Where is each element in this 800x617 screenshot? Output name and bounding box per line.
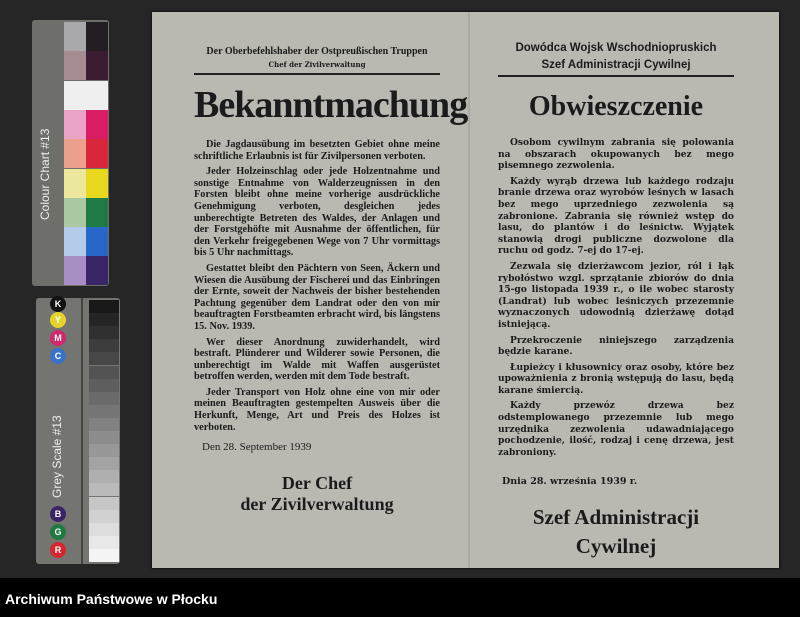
rgb-g: G — [50, 524, 66, 540]
cmyk-c: C — [50, 348, 66, 364]
grey-step — [89, 549, 119, 562]
cmyk-y: Y — [50, 312, 66, 328]
colour-swatch — [86, 139, 108, 168]
colour-chart — [32, 20, 109, 286]
polish-title: Obwieszczenie — [528, 91, 704, 122]
grey-step — [89, 326, 119, 339]
colour-swatch — [86, 110, 108, 139]
paragraph: Die Jagdausübung im besetzten Gebiet ohne meine schriftliche Erlaubnis ist für Zivilpersonen verboten. — [194, 139, 440, 162]
grey-step — [89, 523, 119, 536]
paragraph: Wer dieser Anordnung zuwiderhandelt, wird bestraft. Plünderer und Wilderer sowie Personen, die unberechtigt im Walde mit Waffen ausgerüstet betroffen werden, werden mit dem Tode bestraft. — [194, 336, 440, 383]
colour-swatch — [64, 198, 86, 227]
german-notice — [194, 46, 468, 515]
colour-swatch — [64, 256, 86, 285]
grey-step — [89, 470, 119, 483]
fold-line — [468, 12, 470, 568]
colour-swatch — [86, 227, 108, 256]
colour-swatch — [64, 139, 86, 168]
colour-chart-label: Colour Chart #13 — [38, 128, 52, 220]
colour-swatch — [86, 81, 108, 110]
rgb-r: R — [50, 542, 66, 558]
paragraph: Gestattet bleibt den Pächtern von Seen, Äckern und Wiesen die Ausübung der Fischerei und das Einbringen der Ernte, soweit der Nachweis der bisher bestehenden Pachtung gegenüber dem Landrat oder den von mir beauftragten Forstbeamten erbracht wird, bis längstens 15. Nov. 1939. — [194, 262, 440, 332]
german-body — [194, 139, 440, 433]
paragraph: Przekroczenie niniejszego zarządzenia będzie karane. — [498, 334, 734, 358]
polish-signature-1: Szef Administracji — [532, 505, 700, 530]
colour-swatch — [86, 22, 108, 51]
polish-signature-2: Cywilnej — [575, 534, 657, 559]
colour-swatch — [86, 169, 108, 198]
polish-header: Dowódca Wojsk Wschodniopruskich — [515, 42, 717, 54]
grey-step — [89, 444, 119, 457]
grey-step — [89, 392, 119, 405]
grey-step — [89, 366, 119, 379]
grey-steps — [89, 300, 119, 562]
colour-swatch — [64, 110, 86, 139]
grey-step — [89, 405, 119, 418]
grey-step — [89, 457, 119, 470]
colour-swatch — [86, 51, 108, 80]
grey-scale-label: Grey Scale #13 — [50, 415, 64, 498]
colour-swatch — [64, 81, 86, 110]
paragraph: Łupieżcy i kłusownicy oraz osoby, które bez upoważnienia z bronią wstępują do lasu, będą karane śmiercią. — [498, 361, 734, 396]
paragraph: Zezwala się dzierżawcom jezior, ról i łąk rybołóstwo wzgl. sprzątanie zbiorów do dnia 15-go listopada 1939 r., o ile wobec starosty (Landrat) lub wobec leśniczych przezemnie wyznaczonych udowodnią dzierżawę dotąd istniejącą. — [498, 260, 734, 330]
footer-bar — [0, 578, 800, 617]
colour-swatch — [64, 169, 86, 198]
german-title: Bekanntmachung — [194, 84, 468, 126]
grey-step — [89, 536, 119, 549]
grey-scale — [36, 298, 120, 564]
grey-step — [89, 483, 119, 496]
polish-notice — [498, 42, 734, 559]
header-rule — [194, 73, 440, 75]
german-signature-2: der Zivilverwaltung — [240, 494, 394, 515]
grey-step — [89, 418, 119, 431]
cmyk-m: M — [50, 330, 66, 346]
grey-step — [89, 379, 119, 392]
paragraph: Osobom cywilnym zabrania się polowania na obszarach okupowanych bez mego pisemnego zezwolenia. — [498, 137, 734, 172]
grey-step — [89, 300, 119, 313]
paragraph: Jeder Holzeinschlag oder jede Holzentnahme und sonstige Entnahme von Walderzeugnissen in den Forsten bleibt ohne meine vorherige ausdrückliche Genehmigung verboten, desgleichen jedes unberechtigte Betreten des Waldes, der Anlagen und der Forstgehöfte mit Ausnahme der öffentlichen, für den Verkehr freigegebenen Wege von 7 Uhr vormittags bis 5 Uhr nachmittags. — [194, 166, 440, 259]
grey-step — [89, 510, 119, 523]
grey-step — [89, 497, 119, 510]
colour-swatch — [64, 227, 86, 256]
grey-step — [89, 313, 119, 326]
colour-swatch — [86, 256, 108, 285]
german-signature-1: Der Chef — [281, 473, 353, 494]
colour-swatch — [64, 51, 86, 80]
grey-step — [89, 352, 119, 365]
paragraph: Każdy wyrąb drzewa lub każdego rodzaju branie drzewa oraz wyrobów leśnych w lasach bez mego uprzedniego zezwolenia są zabronione. Zabrania się również wstęp do lasu, do plantów i do leśnictw. Wyjątek stanowią drogi publiczne dozwolone dla ruchu od godz. 7-ej do 17-ej. — [498, 175, 734, 257]
archive-name: Archiwum Państwowe w Płocku — [5, 591, 218, 607]
grey-step — [89, 339, 119, 352]
polish-body — [498, 137, 734, 458]
german-subheader: Chef der Zivilverwaltung — [268, 60, 366, 69]
polish-date: Dnia 28. września 1939 r. — [502, 476, 638, 488]
rgb-b: B — [50, 506, 66, 522]
german-date: Den 28. September 1939 — [202, 441, 312, 454]
paragraph: Jeder Transport von Holz ohne eine von mir oder meinen Beauftragten gestempelten Ausweis über die Herkunft, Menge, Art und Preis des Holzes ist verboten. — [194, 386, 440, 433]
paragraph: Każdy przewóz drzewa bez odstemplowanego przezemnie lub mego urzędnika zezwolenia udawadniającego pochodzenie, ilość, rodzaj i cenę drzewa, jest zabroniony. — [498, 400, 734, 458]
colour-swatch — [64, 22, 86, 51]
header-rule — [498, 75, 734, 77]
cmyk-k: K — [50, 296, 66, 312]
german-header: Der Oberbefehlshaber der Ostpreußischen Truppen — [206, 46, 428, 57]
polish-subheader: Szef Administracji Cywilnej — [541, 59, 691, 71]
colour-swatch — [86, 198, 108, 227]
grey-step — [89, 431, 119, 444]
